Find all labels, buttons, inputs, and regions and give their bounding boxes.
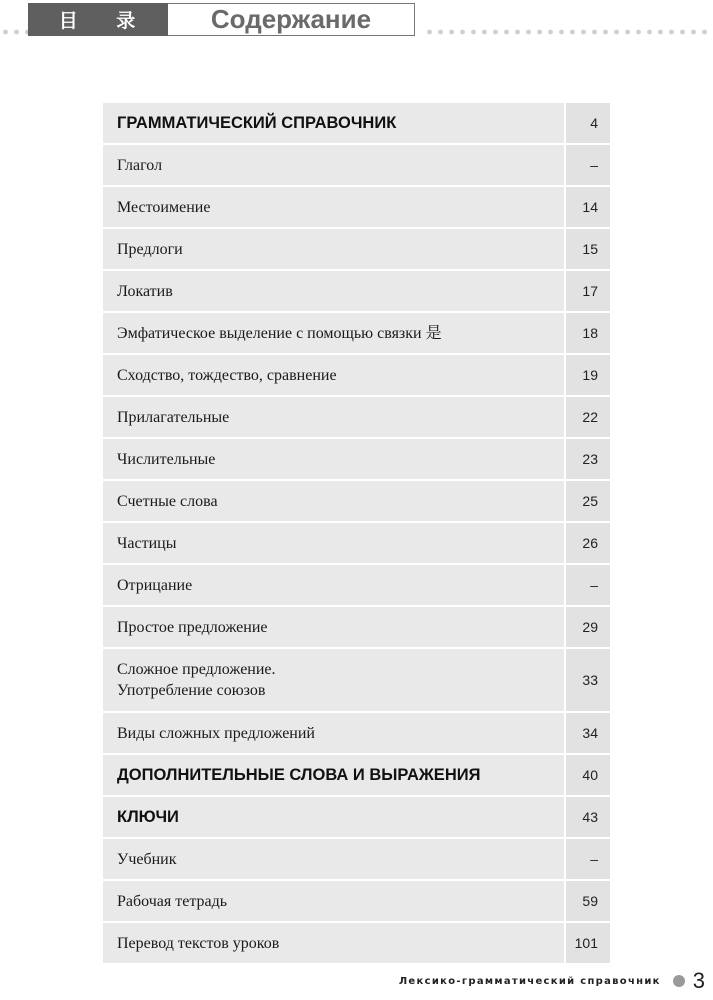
toc-entry-title: Рабочая тетрадь xyxy=(117,892,228,910)
page-footer xyxy=(399,968,705,994)
toc-entry[interactable] xyxy=(103,523,610,565)
toc-entry-title: Глагол xyxy=(117,156,163,174)
toc-entry-page: 34 xyxy=(564,713,610,753)
toc-entry-title: Прилагательные xyxy=(117,408,230,426)
page-number: 3 xyxy=(692,968,705,993)
toc-entry-title: Сходство, тождество, сравнение xyxy=(117,366,337,384)
toc-entry-page: 22 xyxy=(564,397,610,437)
toc-entry-title: Частицы xyxy=(117,534,177,552)
toc-entry[interactable] xyxy=(103,439,610,481)
toc-entry-page: 14 xyxy=(564,187,610,227)
toc-entry[interactable] xyxy=(103,713,610,755)
toc-entry-page: 4 xyxy=(564,103,610,143)
toc-entry[interactable] xyxy=(103,923,610,965)
toc-entry-title: Учебник xyxy=(117,850,177,868)
toc-entry-title: Перевод текстов уроков xyxy=(117,934,280,952)
header-chinese-label: 目 录 xyxy=(28,3,168,36)
toc-entry-page: 17 xyxy=(564,271,610,311)
toc-entry[interactable] xyxy=(103,649,610,713)
toc-entry-title: ДОПОЛНИТЕЛЬНЫЕ СЛОВА И ВЫРАЖЕНИЯ xyxy=(117,765,481,784)
toc-entry[interactable] xyxy=(103,355,610,397)
toc-entry-title: Локатив xyxy=(117,282,173,300)
toc-entry[interactable] xyxy=(103,839,610,881)
toc-entry[interactable] xyxy=(103,229,610,271)
toc-entry-page: – xyxy=(564,565,610,605)
toc-entry-page: 19 xyxy=(564,355,610,395)
toc-entry-page: 33 xyxy=(564,649,610,711)
toc-entry-page: – xyxy=(564,145,610,185)
toc-entry-page: 25 xyxy=(564,481,610,521)
toc-entry-title: Местоимение xyxy=(117,198,211,216)
toc-entry-page: 23 xyxy=(564,439,610,479)
toc-entry-title: Сложное предложение. Употребление союзов xyxy=(117,661,276,699)
table-of-contents xyxy=(103,103,610,965)
toc-entry[interactable] xyxy=(103,313,610,355)
toc-entry-title: Счетные слова xyxy=(117,492,218,510)
toc-entry-title: Простое предложение xyxy=(117,618,268,636)
decorative-dots-left xyxy=(0,29,28,35)
toc-entry-title: ГРАММАТИЧЕСКИЙ СПРАВОЧНИК xyxy=(117,113,397,132)
toc-entry-title: Виды сложных предложений xyxy=(117,724,315,742)
toc-entry[interactable] xyxy=(103,271,610,313)
toc-entry[interactable] xyxy=(103,565,610,607)
footer-dot-icon xyxy=(673,975,685,987)
toc-entry[interactable] xyxy=(103,145,610,187)
toc-entry-page: 43 xyxy=(564,797,610,837)
toc-entry-title: Числительные xyxy=(117,450,216,468)
decorative-dots-right xyxy=(424,29,713,35)
page-title: Содержание xyxy=(168,3,415,36)
toc-entry-page: 29 xyxy=(564,607,610,647)
toc-entry-page: 101 xyxy=(564,923,610,963)
toc-entry[interactable] xyxy=(103,103,610,145)
toc-entry[interactable] xyxy=(103,397,610,439)
toc-entry-page: 15 xyxy=(564,229,610,269)
toc-entry-title: Предлоги xyxy=(117,240,183,258)
toc-entry-page: 40 xyxy=(564,755,610,795)
toc-entry-title: Эмфатическое выделение с помощью связки 是 xyxy=(117,324,442,342)
toc-entry-page: 18 xyxy=(564,313,610,353)
toc-entry[interactable] xyxy=(103,797,610,839)
toc-entry-page: 59 xyxy=(564,881,610,921)
toc-entry-title: Отрицание xyxy=(117,576,193,594)
toc-entry[interactable] xyxy=(103,881,610,923)
toc-entry-page: – xyxy=(564,839,610,879)
toc-entry[interactable] xyxy=(103,755,610,797)
toc-entry-title: КЛЮЧИ xyxy=(117,807,179,826)
toc-entry[interactable] xyxy=(103,187,610,229)
footer-section-title: Лексико-грамматический справочник xyxy=(398,975,661,987)
toc-entry[interactable] xyxy=(103,607,610,649)
toc-entry[interactable] xyxy=(103,481,610,523)
toc-entry-page: 26 xyxy=(564,523,610,563)
